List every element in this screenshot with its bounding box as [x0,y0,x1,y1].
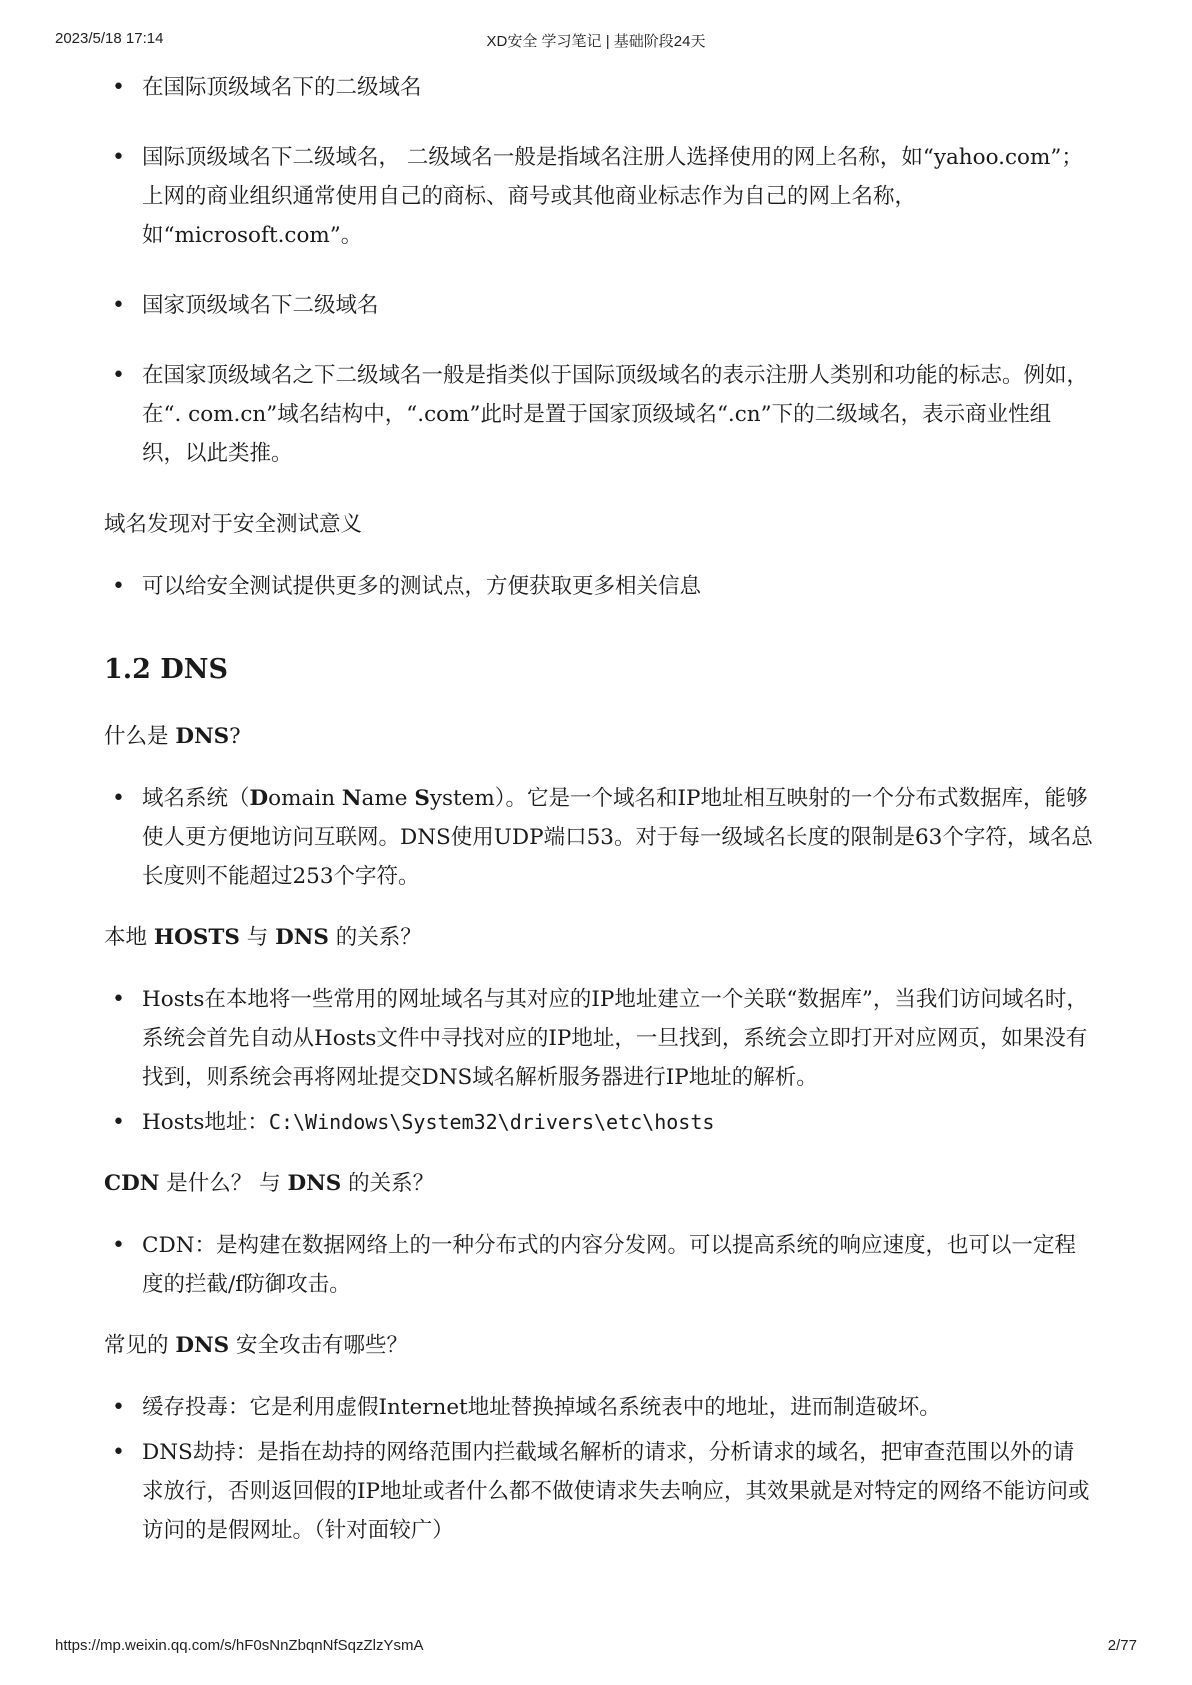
page-url: https://mp.weixin.qq.com/s/hF0sNnZbqnNfSqzZlzYsmA [55,1637,424,1654]
bullet-list-discovery [104,567,1094,606]
list-item: • 国际顶级域名下二级域名， 二级域名一般是指域名注册人选择使用的网上名称，如“yahoo.com”；上网的商业组织通常使用自己的商标、商号或其他商业标志作为自己的网上名称，如“microsoft.com”。 [104,138,1094,255]
page-number: 2/77 [1107,1637,1137,1654]
question-what-is-dns: 什么是 DNS? [104,724,241,749]
bullet-list-dns-def [104,779,1094,896]
list-item: • CDN：是构建在数据网络上的一种分布式的内容分发网。可以提高系统的响应速度，也可以一定程度的拦截/f防御攻击。 [104,1226,1094,1304]
section-heading: 1.2 DNS [104,654,228,685]
bullet-list-cdn [104,1226,1094,1304]
document-title: XD安全 学习笔记 | 基础阶段24天 [486,33,706,50]
list-item: • DNS劫持：是指在劫持的网络范围内拦截域名解析的请求，分析请求的域名，把审查范围以外的请求放行，否则返回假的IP地址或者什么都不做使请求失去响应，其效果就是对特定的网络不能访问或访问的是假网址。（针对面较广） [104,1433,1094,1550]
list-item: • 域名系统（Domain Name System）。它是一个域名和IP地址相互映射的一个分布式数据库，能够使人更方便地访问互联网。DNS使用UDP端口53。对于每一级域名长度的限制是63个字符，域名总长度则不能超过253个字符。 [104,779,1094,896]
list-item: • 缓存投毒：它是利用虚假Internet地址替换掉域名系统表中的地址，进而制造破坏。 [104,1388,1094,1427]
question-dns-attacks: 常见的 DNS 安全攻击有哪些？ [104,1333,409,1358]
list-item: • Hosts在本地将一些常用的网址域名与其对应的IP地址建立一个关联“数据库”，当我们访问域名时，系统会首先自动从Hosts文件中寻找对应的IP地址，一旦找到，系统会立即打开对应网页，如果没有找到，则系统会再将网址提交DNS域名解析服务器进行IP地址的解析。 [104,980,1094,1097]
list-item: • 在国家顶级域名之下二级域名一般是指类似于国际顶级域名的表示注册人类别和功能的标志。例如，在“. com.cn”域名结构中，“.com”此时是置于国家顶级域名“.cn”下的二级域名，表示商业性组织，以此类推。 [104,356,1094,473]
paragraph-discovery: 域名发现对于安全测试意义 [104,512,363,537]
print-datetime: 2023/5/18 17:14 [55,30,164,47]
list-item: • Hosts地址：C:\Windows\System32\drivers\etc\hosts [104,1103,1094,1142]
question-hosts-dns: 本地 HOSTS 与 DNS 的关系？ [104,925,422,950]
list-item: • 国家顶级域名下二级域名 [104,286,1094,325]
bullet-list-hosts [104,980,1094,1142]
bullet-list-domains [104,68,1094,473]
hosts-file-path: C:\Windows\System32\drivers\etc\hosts [268,1110,715,1134]
list-item: • 可以给安全测试提供更多的测试点，方便获取更多相关信息 [104,567,1094,606]
article-body [104,68,1094,1550]
list-item: • 在国际顶级域名下的二级域名 [104,68,1094,107]
question-cdn: CDN 是什么？ 与 DNS 的关系？ [104,1171,435,1196]
bullet-list-attacks [104,1388,1094,1550]
